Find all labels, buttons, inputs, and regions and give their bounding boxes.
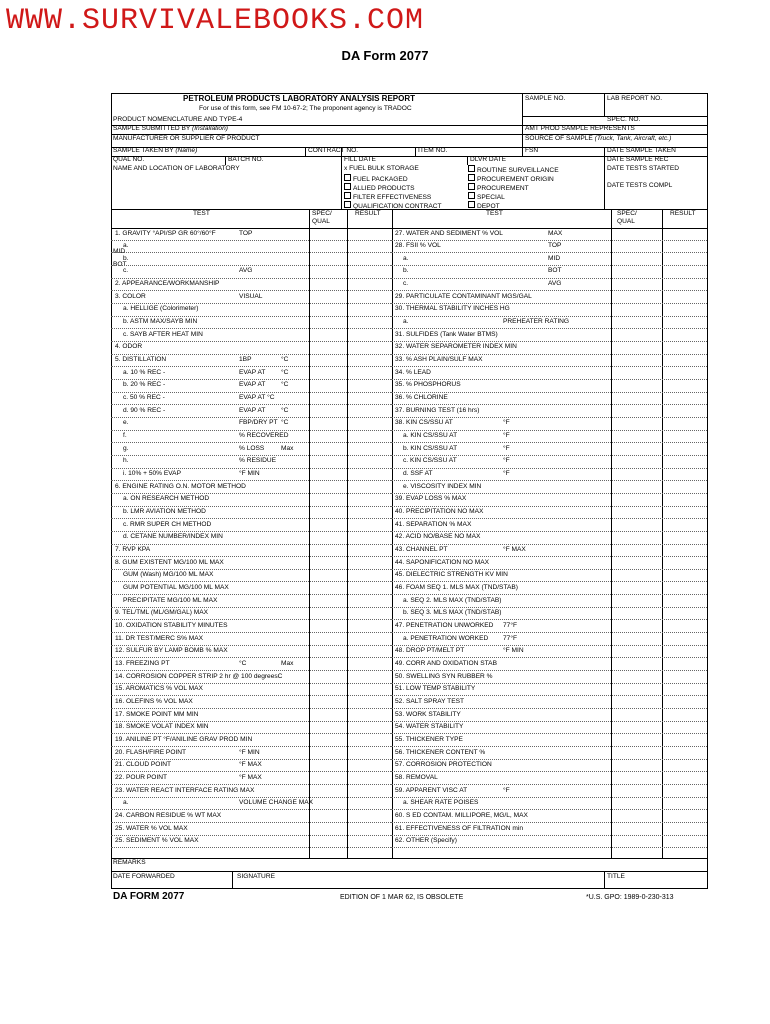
left-test-row-45: a.: [123, 799, 129, 807]
right-test-row-30: b. SEQ 3. MLS MAX (TND/STAB): [403, 609, 502, 617]
row-divider: [111, 366, 391, 367]
row-divider: [391, 455, 707, 456]
left-test-row-17: g.: [123, 444, 129, 452]
row-divider: [391, 278, 707, 279]
right-test-row-45: a. SHEAR RATE POISES: [403, 799, 479, 807]
left-test-pos-1: MID: [113, 248, 126, 256]
right-test-unit-7: PREHEATER RATING: [503, 318, 570, 326]
row-divider: [391, 607, 707, 608]
left-test-row-43: 22. POUR POINT: [115, 773, 168, 781]
row-divider: [111, 265, 391, 266]
checkbox-icon[interactable]: [468, 165, 475, 172]
left-test-unit-18: % RESIDUE: [239, 457, 277, 465]
fill-date-label: FILL DATE: [344, 156, 376, 163]
row-divider: [391, 835, 707, 836]
right-test-row-26: 44. SAPONIFICATION NO MAX: [395, 558, 490, 566]
left-test-extra-10: °C: [281, 356, 289, 364]
row-divider: [111, 708, 391, 709]
row-divider: [391, 328, 707, 329]
left-test-row-1: a.: [123, 242, 129, 250]
left-test-row-6: a. HELLIGE (Colorimeter): [123, 305, 199, 313]
left-test-unit-16: % RECOVERED: [239, 432, 289, 440]
right-test-unit-19: °F: [503, 470, 510, 478]
row-divider: [391, 695, 707, 696]
right-test-unit-31: 77°F: [503, 621, 517, 629]
row-divider: [391, 265, 707, 266]
row-divider: [391, 670, 707, 671]
left-test-row-39: 18. SMOKE VOLAT INDEX MIN: [115, 723, 209, 731]
row-divider: [111, 771, 391, 772]
left-test-row-21: a. ON RESEARCH METHOD: [123, 495, 210, 503]
row-divider: [391, 366, 707, 367]
sample-no-label: SAMPLE NO.: [525, 95, 566, 102]
left-test-unit-15: FBP/DRY PT: [239, 419, 278, 427]
left-test-pos-2: BOT: [113, 260, 127, 268]
checkbox-icon[interactable]: [468, 201, 475, 208]
row-divider: [111, 569, 391, 570]
row-divider: [391, 316, 707, 317]
right-test-unit-2: MID: [548, 254, 561, 262]
qual-no-label: QUAL NO.: [113, 156, 145, 163]
row-divider: [111, 695, 391, 696]
right-test-unit-4: AVG: [548, 280, 562, 288]
row-divider: [391, 290, 707, 291]
row-divider: [391, 569, 707, 570]
left-test-row-41: 20. FLASH/FIRE POINT: [115, 748, 187, 756]
row-divider: [111, 518, 391, 519]
row-divider: [391, 619, 707, 620]
row-divider: [391, 404, 707, 405]
row-divider: [391, 252, 707, 253]
left-test-row-7: b. ASTM MAX/SAYB MIN: [123, 318, 198, 326]
row-divider: [391, 797, 707, 798]
row-divider: [391, 784, 707, 785]
right-test-row-38: 53. WORK STABILITY: [395, 710, 461, 718]
left-test-row-30: 9. TEL/TML (ML/GM/GAL) MAX: [115, 609, 209, 617]
fsn-label: FSN: [525, 147, 539, 154]
checkbox-icon[interactable]: [468, 192, 475, 199]
row-divider: [111, 354, 391, 355]
row-divider: [391, 544, 707, 545]
left-test-row-29: PRECIPITATE MG/100 ML MAX: [123, 596, 218, 604]
left-test-row-14: d. 90 % REC -: [123, 406, 166, 414]
row-divider: [391, 506, 707, 507]
col-spec-header-right: SPEC/ QUAL: [617, 210, 637, 225]
row-divider: [111, 379, 391, 380]
left-test-row-47: 25. WATER % VOL MAX: [115, 824, 188, 832]
left-test-row-26: 8. GUM EXISTENT MG/100 ML MAX: [115, 558, 224, 566]
left-test-extra-14: °C: [281, 406, 289, 414]
left-test-unit-14: EVAP AT: [239, 406, 266, 414]
right-test-row-39: 54. WATER STABILITY: [395, 723, 464, 731]
item-no-label: ITEM NO.: [418, 147, 448, 154]
row-divider: [391, 746, 707, 747]
left-test-unit-17: % LOSS: [239, 444, 265, 452]
right-test-unit-3: BOT: [548, 267, 562, 275]
form-number: DA FORM 2077: [113, 891, 185, 902]
right-test-row-35: 50. SWELLING SYN RUBBER %: [395, 672, 493, 680]
right-test-unit-17: °F: [503, 444, 510, 452]
row-divider: [111, 797, 391, 798]
row-divider: [111, 784, 391, 785]
left-test-row-18: h.: [123, 457, 129, 465]
left-test-unit-41: °F MIN: [239, 748, 260, 756]
row-divider: [111, 430, 391, 431]
row-divider: [391, 683, 707, 684]
checkbox-left-3: FILTER EFFECTIVENESS: [344, 192, 431, 202]
row-divider: [111, 468, 391, 469]
row-divider: [111, 670, 391, 671]
left-test-row-22: b. LMR AVIATION METHOD: [123, 508, 206, 516]
left-test-row-10: 5. DISTILLATION: [115, 356, 167, 364]
row-divider: [391, 379, 707, 380]
checkbox-right-2: PROCUREMENT: [468, 183, 529, 193]
checkbox-icon[interactable]: [468, 174, 475, 181]
row-divider: [391, 759, 707, 760]
row-divider: [391, 708, 707, 709]
left-test-extra-12: °C: [281, 381, 289, 389]
left-test-unit-0: TOP: [239, 229, 253, 237]
right-test-row-18: c. KIN CS/SSU AT: [403, 457, 457, 465]
right-test-unit-33: °F MIN: [503, 647, 524, 655]
row-divider: [111, 417, 391, 418]
left-test-row-32: 11. DR TEST/MERC S% MAX: [115, 634, 204, 642]
left-test-row-44: 23. WATER REACT INTERFACE RATING MAX: [115, 786, 255, 794]
sample-taken-by-label: SAMPLE TAKEN BY (Name): [113, 147, 198, 154]
right-test-row-29: a. SEQ 2. MLS MAX (TND/STAB): [403, 596, 502, 604]
left-test-row-31: 10. OXIDATION STABILITY MINUTES: [115, 621, 228, 629]
right-test-row-13: 36. % CHLORINE: [395, 394, 448, 402]
row-divider: [391, 303, 707, 304]
right-test-row-41: 56. THICKENER CONTENT %: [395, 748, 486, 756]
row-divider: [391, 594, 707, 595]
left-test-row-4: 2. APPEARANCE/WORKMANSHIP: [115, 280, 220, 288]
right-test-row-0: 27. WATER AND SEDIMENT % VOL: [395, 229, 503, 237]
right-test-row-21: 39. EVAP LOSS % MAX: [395, 495, 467, 503]
gpo-note: *U.S. GPO: 1989-0-230-313: [586, 894, 674, 901]
right-test-unit-15: °F: [503, 419, 510, 427]
left-test-row-2: b.: [123, 254, 129, 262]
row-divider: [111, 733, 391, 734]
left-test-row-36: 15. AROMATICS % VOL MAX: [115, 685, 203, 693]
right-test-row-6: 30. THERMAL STABILITY INCHES HG: [395, 305, 510, 313]
row-divider: [111, 607, 391, 608]
signature-label: SIGNATURE: [237, 873, 275, 880]
row-divider: [111, 822, 391, 823]
left-test-row-5: 3. COLOR: [115, 292, 146, 300]
left-test-extra-15: °C: [281, 419, 289, 427]
row-divider: [391, 480, 707, 481]
checkbox-left-2: ALLIED PRODUCTS: [344, 183, 415, 193]
left-test-unit-19: °F MIN: [239, 470, 260, 478]
left-test-row-40: 19. ANILINE PT °F/ANILINE GRAV PROD MIN: [115, 735, 253, 743]
col-test-header-right: TEST: [486, 210, 503, 217]
left-test-row-35: 14. CORROSION COPPER STRIP 2 hr @ 100 degreesC: [115, 672, 283, 680]
right-test-row-19: d. SSF AT: [403, 470, 433, 478]
right-test-row-40: 55. THICKENER TYPE: [395, 735, 463, 743]
right-test-row-48: 62. OTHER (Specify): [395, 837, 457, 845]
left-test-row-23: c. RMR SUPER CH METHOD: [123, 520, 212, 528]
sample-submitted-by-label: SAMPLE SUBMITTED BY (Installation): [113, 125, 228, 132]
row-divider: [391, 240, 707, 241]
row-divider: [111, 645, 391, 646]
left-test-row-15: e.: [123, 419, 129, 427]
row-divider: [391, 632, 707, 633]
row-divider: [111, 683, 391, 684]
right-test-row-43: 58. REMOVAL: [395, 773, 438, 781]
manufacturer-label: MANUFACTURER OR SUPPLIER OF PRODUCT: [113, 135, 260, 142]
product-nomenclature-label: PRODUCT NOMENCLATURE AND TYPE-4: [113, 116, 243, 123]
right-test-unit-0: MAX: [548, 229, 563, 237]
left-test-extra-17: Max: [281, 444, 294, 452]
right-test-row-17: b. KIN CS/SSU AT: [403, 444, 458, 452]
row-divider: [391, 430, 707, 431]
batch-no-label: BATCH NO.: [228, 156, 264, 163]
right-test-row-8: 31. SULFIDES (Tank Water BTMS): [395, 330, 498, 338]
col-result-header: RESULT: [355, 210, 381, 217]
col-test-header: TEST: [193, 210, 210, 217]
row-divider: [111, 556, 391, 557]
row-divider: [391, 721, 707, 722]
left-test-unit-34: °C: [239, 659, 247, 667]
row-divider: [391, 468, 707, 469]
date-tests-compl-label: DATE TESTS COMPL: [607, 182, 673, 189]
row-divider: [111, 847, 391, 848]
left-test-unit-13: EVAP AT °C: [239, 394, 275, 402]
right-test-row-32: a. PENETRATION WORKED: [403, 634, 489, 642]
right-test-row-5: 29. PARTICULATE CONTAMINANT MGS/GAL: [395, 292, 532, 300]
left-test-extra-34: Max: [281, 659, 294, 667]
left-test-row-9: 4. ODOR: [115, 343, 143, 351]
report-subtitle: For use of this form, see FM 10-67-2; The proponent agency is TRADOC: [199, 105, 412, 112]
row-divider: [391, 493, 707, 494]
row-divider: [111, 657, 391, 658]
row-divider: [111, 619, 391, 620]
row-divider: [111, 480, 391, 481]
left-test-row-34: 13. FREEZING PT: [115, 659, 170, 667]
date-forwarded-label: DATE FORWARDED: [113, 873, 175, 880]
lab-report-no-label: LAB REPORT NO.: [607, 95, 663, 102]
row-divider: [111, 544, 391, 545]
row-divider: [111, 493, 391, 494]
page-title: DA Form 2077: [341, 48, 429, 63]
row-divider: [391, 417, 707, 418]
row-divider: [391, 442, 707, 443]
right-test-row-4: c.: [403, 280, 409, 288]
row-divider: [111, 746, 391, 747]
row-divider: [111, 835, 391, 836]
row-divider: [391, 822, 707, 823]
right-test-row-34: 49. CORR AND OXIDATION STAB: [395, 659, 497, 667]
checkbox-icon[interactable]: [344, 174, 351, 181]
row-divider: [111, 581, 391, 582]
right-test-row-42: 57. CORROSION PROTECTION: [395, 761, 492, 769]
col-result-header-right: RESULT: [670, 210, 696, 217]
right-test-row-1: 28. FSII % VOL: [395, 242, 441, 250]
source-of-sample-label: SOURCE OF SAMPLE (Truck, Tank, Aircraft, etc.): [525, 135, 672, 142]
checkbox-left-4: QUALIFICATION CONTRACT: [344, 201, 442, 211]
right-test-row-7: a.: [403, 318, 409, 326]
left-test-row-8: c. SAYB AFTER HEAT MIN: [123, 330, 203, 338]
report-title: PETROLEUM PRODUCTS LABORATORY ANALYSIS REPORT: [183, 94, 416, 103]
col-spec-header: SPEC/ QUAL: [312, 210, 332, 225]
checkbox-icon[interactable]: [468, 183, 475, 190]
row-divider: [391, 392, 707, 393]
row-divider: [111, 341, 391, 342]
right-test-row-25: 43. CHANNEL PT: [395, 546, 448, 553]
left-test-unit-3: AVG: [239, 267, 253, 275]
date-tests-started-label: DATE TESTS STARTED: [607, 165, 680, 172]
left-test-unit-42: °F MAX: [239, 761, 262, 769]
right-test-row-24: 42. ACID NO/BASE NO MAX: [395, 533, 481, 541]
row-divider: [111, 721, 391, 722]
row-divider: [391, 354, 707, 355]
left-test-row-0: 1. GRAVITY °API/SP GR 60°/60°F: [115, 229, 216, 237]
right-test-row-27: 45. DIELECTRIC STRENGTH KV MIN: [395, 571, 508, 579]
right-test-row-37: 52. SALT SPRAY TEST: [395, 697, 465, 705]
left-test-row-38: 17. SMOKE POINT MM MIN: [115, 710, 199, 718]
row-divider: [111, 442, 391, 443]
right-test-row-28: 46. FOAM SEQ 1. MLS MAX (TND/STAB): [395, 583, 518, 591]
right-test-unit-32: 77°F: [503, 634, 517, 642]
right-test-row-44: 59. APPARENT VISC AT: [395, 786, 468, 794]
right-test-row-12: 35. % PHOSPHORUS: [395, 381, 461, 389]
checkbox-right-0: ROUTINE SURVEILLANCE: [468, 165, 559, 175]
right-test-row-16: a. KIN CS/SSU AT: [403, 432, 458, 440]
left-test-row-37: 16. OLEFINS % VOL MAX: [115, 697, 193, 705]
right-test-row-47: 61. EFFECTIVENESS OF FILTRATION min: [395, 824, 523, 832]
row-divider: [111, 303, 391, 304]
row-divider: [111, 455, 391, 456]
right-test-row-10: 33. % ASH PLAIN/SULF MAX: [395, 356, 483, 364]
remarks-label: REMARKS: [113, 859, 146, 866]
right-test-row-36: 51. LOW TEMP STABILITY: [395, 685, 476, 693]
right-test-row-31: 47. PENETRATION UNWORKED: [395, 621, 494, 629]
left-test-unit-11: EVAP AT: [239, 368, 266, 376]
row-divider: [111, 392, 391, 393]
row-divider: [111, 328, 391, 329]
right-test-row-14: 37. BURNING TEST (16 hrs): [395, 406, 480, 414]
date-sample-rec-label: DATE SAMPLE REC: [607, 156, 669, 163]
left-test-row-46: 24. CARBON RESIDUE % WT MAX: [115, 811, 222, 819]
row-divider: [391, 581, 707, 582]
left-test-row-19: i. 10% + 50% EVAP: [123, 470, 181, 478]
right-test-row-46: 60. S ED CONTAM. MILLIPORE, MG/L, MAX: [395, 811, 528, 819]
row-divider: [111, 632, 391, 633]
left-test-row-13: c. 50 % REC -: [123, 394, 165, 402]
left-test-row-3: c.: [123, 267, 129, 275]
left-test-unit-45: VOLUME CHANGE MAX: [239, 799, 314, 807]
left-test-row-42: 21. CLOUD POINT: [115, 761, 172, 769]
left-test-row-20: 6. ENGINE RATING O.N. MOTOR METHOD: [115, 482, 246, 490]
amt-prod-sample-label: AMT PROD SAMPLE REPRESENTS: [525, 125, 635, 132]
checkbox-right-1: PROCUREMENT ORIGIN: [468, 174, 554, 184]
spec-no-label: SPEC. NO.: [607, 116, 641, 123]
right-test-unit-25: °F MAX: [503, 546, 526, 553]
row-divider: [391, 733, 707, 734]
left-test-unit-10: 1BP: [239, 356, 252, 364]
row-divider: [111, 316, 391, 317]
left-test-row-24: d. CETANE NUMBER/INDEX MIN: [123, 533, 223, 541]
left-test-unit-5: VISUAL: [239, 292, 263, 300]
row-divider: [391, 809, 707, 810]
checkbox-left-0: x FUEL BULK STORAGE: [344, 165, 419, 172]
right-test-unit-44: °F: [503, 786, 510, 794]
left-test-unit-12: EVAP AT: [239, 381, 266, 389]
row-divider: [391, 847, 707, 848]
checkbox-icon[interactable]: [344, 183, 351, 190]
right-test-row-3: b.: [403, 267, 409, 275]
row-divider: [111, 759, 391, 760]
row-divider: [111, 290, 391, 291]
row-divider: [391, 556, 707, 557]
left-test-row-33: 12. SULFUR BY LAMP BOMB % MAX: [115, 647, 228, 655]
left-test-row-12: b. 20 % REC -: [123, 381, 166, 389]
row-divider: [391, 531, 707, 532]
right-test-row-33: 48. DROP PT/MELT PT: [395, 647, 465, 655]
right-test-unit-18: °F: [503, 457, 510, 465]
left-test-row-25: 7. RVP KPA: [115, 546, 151, 553]
date-sample-taken-label: DATE SAMPLE TAKEN: [607, 147, 676, 154]
title-label: TITLE: [607, 873, 625, 880]
row-divider: [111, 252, 391, 253]
right-test-row-22: 40. PRECIPITATION NO MAX: [395, 508, 484, 516]
left-test-row-48: 25. SEDIMENT % VOL MAX: [115, 837, 199, 845]
watermark: WWW.SURVIVALEBOOKS.COM: [6, 4, 425, 38]
row-divider: [391, 518, 707, 519]
checkbox-right-4: DEPOT: [468, 201, 500, 211]
left-test-row-16: f.: [123, 432, 127, 440]
dlvr-date-label: DLVR DATE: [470, 156, 507, 163]
row-divider: [111, 594, 391, 595]
right-test-row-9: 32. WATER SEPAROMETER INDEX MIN: [395, 343, 517, 351]
right-test-unit-1: TOP: [548, 242, 562, 250]
contract-no-label: CONTRACT NO.: [308, 147, 359, 154]
row-divider: [391, 771, 707, 772]
lab-name-location-label: NAME AND LOCATION OF LABORATORY: [113, 165, 240, 172]
row-divider: [111, 506, 391, 507]
checkbox-right-3: SPECIAL: [468, 192, 505, 202]
checkbox-left-1: FUEL PACKAGED: [344, 174, 408, 184]
row-divider: [391, 657, 707, 658]
left-test-unit-43: °F MAX: [239, 773, 262, 781]
row-divider: [111, 809, 391, 810]
right-test-unit-16: °F: [503, 432, 510, 440]
row-divider: [391, 645, 707, 646]
row-divider: [111, 404, 391, 405]
checkbox-icon[interactable]: [344, 201, 351, 208]
left-test-row-11: a. 10 % REC -: [123, 368, 166, 376]
row-divider: [391, 341, 707, 342]
left-test-extra-11: °C: [281, 368, 289, 376]
right-test-row-15: 38. KIN CS/SSU AT: [395, 419, 453, 427]
row-divider: [111, 531, 391, 532]
row-divider: [111, 278, 391, 279]
right-test-row-11: 34. % LEAD: [395, 368, 431, 376]
row-divider: [111, 240, 391, 241]
left-test-row-28: GUM POTENTIAL MG/100 ML MAX: [123, 583, 229, 591]
right-test-row-20: e. VISCOSITY INDEX MIN: [403, 482, 482, 490]
right-test-row-23: 41. SEPARATION % MAX: [395, 520, 472, 528]
checkbox-icon[interactable]: [344, 192, 351, 199]
left-test-row-27: GUM (Wash) MG/100 ML MAX: [123, 571, 214, 579]
edition-note: EDITION OF 1 MAR 62, IS OBSOLETE: [340, 894, 464, 901]
right-test-row-2: a.: [403, 254, 409, 262]
